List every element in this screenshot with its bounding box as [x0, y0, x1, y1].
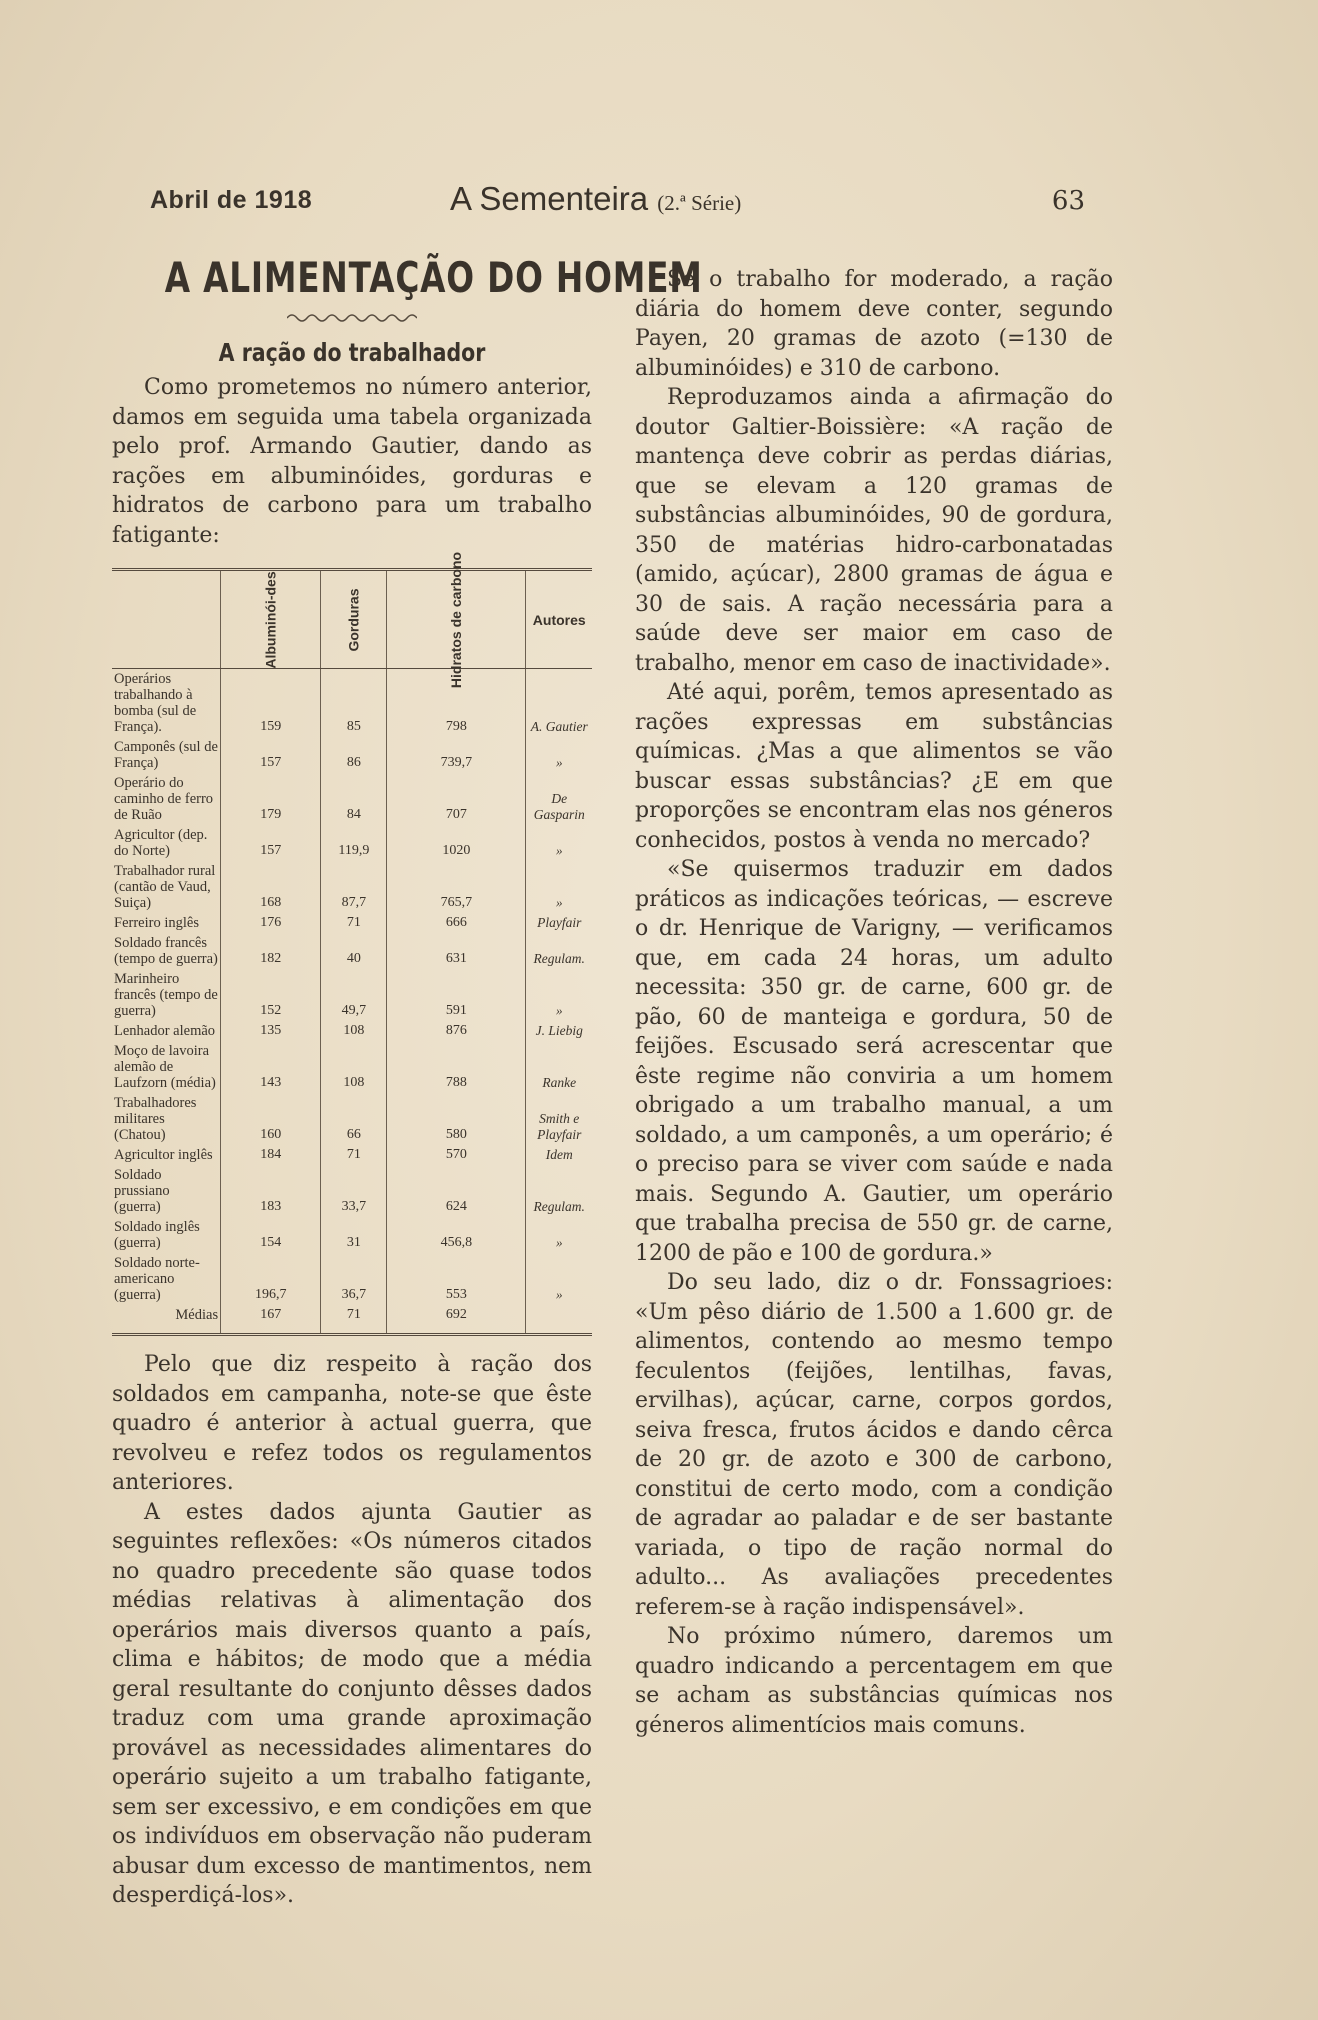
- fat-cell: 71: [321, 1145, 387, 1165]
- carb-cell: 692: [387, 1305, 526, 1335]
- page-number: 63: [1051, 186, 1085, 216]
- occupation-cell: Trabalhador rural (cantão de Vaud, Suiça): [114, 863, 216, 911]
- table-row: [112, 1093, 592, 1145]
- fat-cell: 108: [321, 1021, 387, 1041]
- albumin-cell: 182: [221, 933, 321, 969]
- occupation-cell: Soldado francês (tempo de guerra): [114, 935, 218, 967]
- occupation-cell: Soldado prussiano (guerra): [114, 1167, 170, 1215]
- carb-cell: 1020: [387, 825, 526, 861]
- carb-cell: 456,8: [387, 1217, 526, 1253]
- fat-cell: 119,9: [321, 825, 387, 861]
- author-cell: »: [526, 825, 592, 861]
- author-cell: De Gasparin: [526, 773, 592, 825]
- carb-cell: 707: [387, 773, 526, 825]
- authors-header: Autores: [526, 570, 592, 669]
- fat-header: Gorduras: [321, 570, 387, 669]
- fat-cell: 86: [321, 737, 387, 773]
- carb-cell: 765,7: [387, 861, 526, 913]
- paragraph: No próximo número, daremos um quadro indicando a percentagem em que se acham as substâncias químicas nos géneros alimentícios mais comuns.: [635, 1624, 1113, 1738]
- table-row: [112, 933, 592, 969]
- table-row: [112, 861, 592, 913]
- occupation-cell: Trabalhadores militares (Chatou): [114, 1095, 197, 1143]
- carb-cell: 876: [387, 1021, 526, 1041]
- paragraph: «Se quisermos traduzir em dados práticos as indicações teóricas, — escreve o dr. Henrique de Varigny, — verificamos que, em cada 24 horas, um adulto necessita: 350 gr. de carne, 600 gr. de pão, 60 de manteiga e gordura, 50 de feijões. Escusado será acrescentar que êste regime não conviria a um homem obrigado a um trabalho manual, a um soldado, a um camponês, a um operário; é o preciso para se viver com saúde e nada mais. Segundo A. Gautier, um operário que trabalha precisa de 550 gr. de carne, 1200 de pão e 100 de gordura.»: [635, 857, 1113, 1266]
- albumin-cell: 168: [221, 861, 321, 913]
- table-row: [112, 773, 592, 825]
- carb-cell: 631: [387, 933, 526, 969]
- carb-cell: 624: [387, 1165, 526, 1217]
- albumin-cell: 152: [221, 969, 321, 1021]
- ration-table: [112, 551, 592, 1336]
- ornament-divider: [112, 310, 592, 332]
- fat-cell: 33,7: [321, 1165, 387, 1217]
- table-row: [112, 1041, 592, 1093]
- article-title: A ALIMENTAÇÃO DO HOMEM: [164, 253, 703, 302]
- paragraph: Se o trabalho for moderado, a ração diária do homem deve conter, segundo Payen, 20 gramas de azoto (=130 de albuminóides) e 310 de carbono.: [635, 267, 1113, 381]
- albumin-cell: 179: [221, 773, 321, 825]
- albumin-cell: 184: [221, 1145, 321, 1165]
- occupation-cell: Soldado norte-americano (guerra): [114, 1255, 200, 1303]
- occupation-cell: Marinheiro francês (tempo de guerra): [114, 971, 218, 1019]
- author-cell: A. Gautier: [526, 669, 592, 738]
- author-cell: Regulam.: [526, 933, 592, 969]
- carb-cell: 553: [387, 1253, 526, 1305]
- table-row: [112, 1145, 592, 1165]
- author-cell: Regulam.: [526, 1165, 592, 1217]
- albumin-cell: 154: [221, 1217, 321, 1253]
- albumin-cell: 167: [221, 1305, 321, 1335]
- paragraph: A estes dados ajunta Gautier as seguintes reflexões: «Os números citados no quadro precedente são quase todos médias relativas à alimentação dos operários mais diversos quanto a país, clima e hábitos; de modo que a média geral resultante do conjunto dêsses dados traduz com uma grande aproximação provável as necessidades alimentares do operário sujeito a um trabalho fatigante, sem ser excessivo, e em condições em que os indivíduos em observação não puderam abusar dum excesso de mantimentos, nem desperdiçá-los».: [112, 1499, 592, 1908]
- fat-cell: 71: [321, 913, 387, 933]
- fat-cell: 87,7: [321, 861, 387, 913]
- albumin-cell: 176: [221, 913, 321, 933]
- right-column: [635, 265, 1113, 1740]
- table-row: [112, 669, 592, 738]
- occupation-cell: Operário do caminho de ferro de Ruão: [114, 775, 214, 823]
- paragraph: Até aqui, porêm, temos apresentado as rações expressas em substâncias químicas. ¿Mas a que alimentos se vão buscar essas substâncias? ¿E em que proporções se encontram elas nos géneros conhecidos, postos à venda no mercado?: [635, 680, 1113, 853]
- albumin-cell: 157: [221, 737, 321, 773]
- table-row: [112, 737, 592, 773]
- occupation-cell: Ferreiro inglês: [114, 915, 199, 931]
- occupation-cell: Agricultor inglês: [114, 1147, 213, 1163]
- author-cell: »: [526, 1217, 592, 1253]
- author-cell: [526, 1305, 592, 1335]
- carb-cell: 570: [387, 1145, 526, 1165]
- author-cell: Smith e Playfair: [526, 1093, 592, 1145]
- table-row: [112, 1305, 592, 1335]
- occupation-cell: Lenhador alemão: [114, 1023, 216, 1039]
- author-cell: »: [526, 1253, 592, 1305]
- periodical-name: A Sementeira: [450, 180, 649, 217]
- table-row: [112, 1021, 592, 1041]
- table-row: [112, 1253, 592, 1305]
- occupation-cell: Moço de lavoira alemão de Laufzorn (média): [114, 1043, 216, 1091]
- left-column: [112, 252, 703, 1911]
- carb-cell: 580: [387, 1093, 526, 1145]
- table-row: [112, 913, 592, 933]
- author-cell: Playfair: [526, 913, 592, 933]
- occupation-cell: Agricultor (dep. do Norte): [114, 827, 208, 859]
- paragraph: Do seu lado, diz o dr. Fonssagrioes: «Um pêso diário de 1.500 a 1.600 gr. de alimentos, contendo ao mesmo tempo feculentos (feijões, lentilhas, favas, ervilhas), açúcar, carne, corpos gordos, seiva fresca, frutos ácidos e dando cêrca de 20 gr. de azoto e 300 de carbono, constitui de certo modo, com a condição de agradar ao paladar e de ser bastante variada, o tipo de ração normal do adulto... As avaliações precedentes referem-se à ração indispensável».: [635, 1270, 1113, 1620]
- fat-cell: 85: [321, 669, 387, 738]
- albumin-cell: 157: [221, 825, 321, 861]
- albumin-cell: 143: [221, 1041, 321, 1093]
- albumin-cell: 135: [221, 1021, 321, 1041]
- author-cell: Ranke: [526, 1041, 592, 1093]
- table-row: [112, 969, 592, 1021]
- fat-cell: 31: [321, 1217, 387, 1253]
- left-body-text: [112, 1350, 592, 1911]
- occupation-header-blank: [112, 570, 221, 669]
- fat-cell: 84: [321, 773, 387, 825]
- carb-cell: 788: [387, 1041, 526, 1093]
- series-label: (2.ª Série): [657, 191, 742, 215]
- issue-date: Abril de 1918: [150, 186, 313, 214]
- carb-cell: 591: [387, 969, 526, 1021]
- fat-cell: 36,7: [321, 1253, 387, 1305]
- paragraph: Pelo que diz respeito à ração dos soldados em campanha, note-se que êste quadro é anterior à actual guerra, que revolveu e refez todos os regulamentos anteriores.: [112, 1352, 592, 1495]
- page-header: [150, 180, 1085, 220]
- albumin-header: Albuminói-des: [221, 570, 321, 669]
- table-row: [112, 1217, 592, 1253]
- fat-cell: 66: [321, 1093, 387, 1145]
- carb-header: Hidratos de carbono: [387, 570, 526, 669]
- occupation-cell: Operários trabalhando à bomba (sul de França).: [114, 671, 197, 735]
- author-cell: J. Liebig: [526, 1021, 592, 1041]
- author-cell: »: [526, 861, 592, 913]
- table-row: [112, 825, 592, 861]
- author-cell: Idem: [526, 1145, 592, 1165]
- fat-cell: 71: [321, 1305, 387, 1335]
- table-row: [112, 1165, 592, 1217]
- intro-paragraph: Como prometemos no número anterior, damos em seguida uma tabela organizada pelo prof. Armando Gautier, dando as rações em albuminóides, gorduras e hidratos de carbono para um trabalho fatigante:: [112, 375, 592, 548]
- paragraph: Reproduzamos ainda a afirmação do doutor Galtier-Boissière: «A ração de mantença deve cobrir as perdas diárias, que se elevam a 120 gramas de substâncias albuminóides, 90 de gordura, 350 de matérias hidro-carbonatadas (amido, açúcar), 2800 gramas de água e 30 de sais. A ração necessária para a saúde deve ser maior em caso de trabalho, menor em caso de inactividade».: [635, 385, 1113, 676]
- occupation-cell: Camponês (sul de França): [114, 739, 218, 771]
- albumin-cell: 196,7: [221, 1253, 321, 1305]
- periodical-title: [450, 180, 741, 218]
- fat-cell: 49,7: [321, 969, 387, 1021]
- author-cell: »: [526, 969, 592, 1021]
- albumin-cell: 160: [221, 1093, 321, 1145]
- carb-cell: 739,7: [387, 737, 526, 773]
- occupation-cell: Médias: [112, 1305, 221, 1335]
- albumin-cell: 159: [221, 669, 321, 738]
- fat-cell: 108: [321, 1041, 387, 1093]
- article-subtitle: A ração do trabalhador: [218, 338, 486, 367]
- occupation-cell: Soldado inglês (guerra): [114, 1219, 200, 1251]
- albumin-cell: 183: [221, 1165, 321, 1217]
- author-cell: »: [526, 737, 592, 773]
- carb-cell: 666: [387, 913, 526, 933]
- fat-cell: 40: [321, 933, 387, 969]
- carb-cell: 798: [387, 669, 526, 738]
